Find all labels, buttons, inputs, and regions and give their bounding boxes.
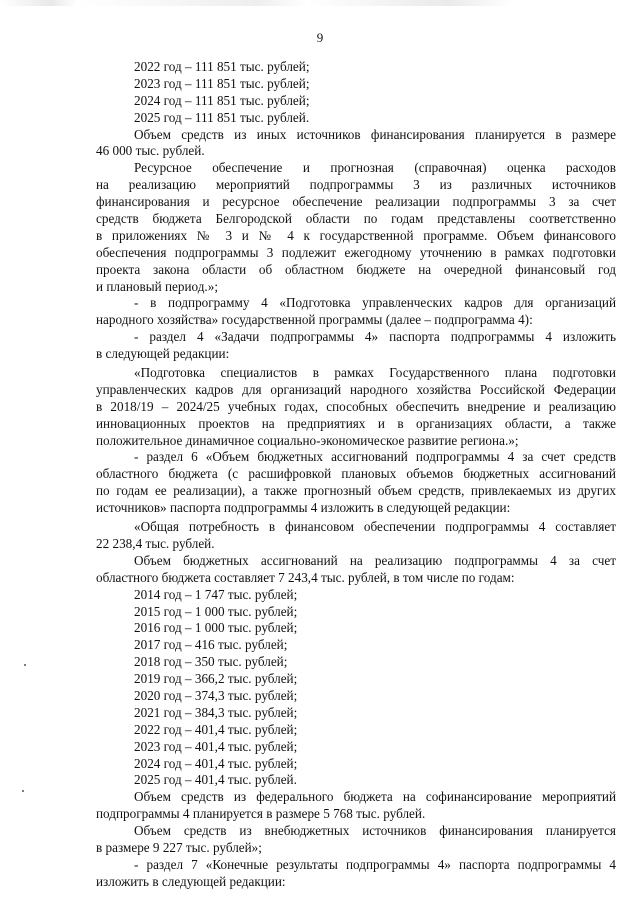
text-line: инновационных проектов на предприятиях и в организациях области, а также (96, 415, 616, 431)
text-line: 2025 год – 111 851 тыс. рублей. (134, 109, 310, 125)
text-line: положительное динамичное социально-экономическое развитие региона.»; (96, 432, 519, 448)
text-line: областного бюджета (с расшифровкой плановых объемов бюджетных ассигнований (96, 466, 616, 482)
text-line: в следующей редакции: (96, 346, 230, 362)
text-line: «Общая потребность в финансовом обеспечении подпрограммы 4 составляет (134, 519, 616, 535)
text-line: в размере 9 227 тыс. рублей»; (96, 839, 262, 855)
scan-speck (24, 664, 26, 666)
text-line: Объем бюджетных ассигнований на реализацию подпрограммы 4 за счет (134, 552, 616, 568)
text-line: Объем средств из федерального бюджета на софинансирование мероприятий (134, 789, 616, 805)
text-line: и плановый период.»; (96, 278, 218, 294)
text-line: Ресурсное обеспечение и прогнозная (справочная) оценка расходов (134, 160, 616, 176)
text-line: в приложениях № 3 и № 4 к государственной программе. Объем финансового (96, 227, 616, 243)
text-line: - в подпрограмму 4 «Подготовка управленческих кадров для организаций (134, 295, 616, 311)
text-line: 2016 год – 1 000 тыс. рублей; (134, 620, 298, 636)
text-line: 2022 год – 401,4 тыс. рублей; (134, 721, 298, 737)
text-line: проекта закона области об областном бюджете на очередной финансовый год (96, 261, 616, 277)
text-line: 2023 год – 111 851 тыс. рублей; (134, 75, 310, 91)
page-number: 9 (316, 30, 324, 45)
text-line: средств бюджета Белгородской области по годам представлены соответственно (96, 211, 616, 227)
text-line: подпрограммы 4 планируется в размере 5 768 тыс. рублей. (96, 806, 426, 822)
text-line: источников» паспорта подпрограммы 4 изложить в следующей редакции: (96, 500, 511, 516)
text-line: - раздел 6 «Объем бюджетных ассигнований подпрограммы 4 за счет средств (134, 449, 616, 465)
text-line: управленческих кадров для организаций народного хозяйства Российской Федерации (96, 381, 616, 397)
text-line: Объем средств из внебюджетных источников финансирования планируется (134, 823, 616, 839)
text-line: в 2018/19 – 2024/25 учебных годах, способных обеспечить внедрение и реализацию (96, 398, 616, 414)
text-line: изложить в следующей редакции: (96, 873, 286, 889)
scan-speck (22, 790, 24, 792)
text-line: Объем средств из иных источников финансирования планируется в размере (134, 126, 616, 142)
text-line: 2015 год – 1 000 тыс. рублей; (134, 603, 298, 619)
text-line: 22 238,4 тыс. рублей. (96, 535, 215, 551)
text-line: по годам ее реализации), а также прогнозный объем средств, привлекаемых из других (96, 483, 616, 499)
text-line: обеспечения подпрограммы 3 подлежит ежегодному уточнению в рамках подготовки (96, 244, 616, 260)
document-body (96, 59, 616, 891)
text-line: 2021 год – 384,3 тыс. рублей; (134, 704, 298, 720)
text-line: 2024 год – 111 851 тыс. рублей; (134, 92, 310, 108)
text-line: 2025 год – 401,4 тыс. рублей. (134, 772, 297, 788)
text-line: 46 000 тыс. рублей. (96, 143, 205, 159)
text-line: областного бюджета составляет 7 243,4 тыс. рублей, в том числе по годам: (96, 569, 515, 585)
text-line: 2020 год – 374,3 тыс. рублей; (134, 687, 298, 703)
text-line: на реализацию мероприятий подпрограммы 3 из различных источников (96, 177, 616, 193)
text-line: - раздел 7 «Конечные результаты подпрограммы 4» паспорта подпрограммы 4 (134, 856, 616, 872)
text-line: 2023 год – 401,4 тыс. рублей; (134, 738, 298, 754)
text-line: 2018 год – 350 тыс. рублей; (134, 654, 288, 670)
text-line: 2019 год – 366,2 тыс. рублей; (134, 671, 298, 687)
text-line: - раздел 4 «Задачи подпрограммы 4» паспорта подпрограммы 4 изложить (134, 329, 616, 345)
text-line: 2024 год – 401,4 тыс. рублей; (134, 755, 298, 771)
text-line: финансирования и ресурсное обеспечение реализации подпрограммы 3 за счет (96, 194, 616, 210)
text-line: «Подготовка специалистов в рамках Государственного плана подготовки (134, 365, 616, 381)
text-line: 2014 год – 1 747 тыс. рублей; (134, 586, 298, 602)
text-line: народного хозяйства» государственной программы (далее – подпрограмма 4): (96, 312, 533, 328)
text-line: 2022 год – 111 851 тыс. рублей; (134, 59, 310, 74)
text-line: 2017 год – 416 тыс. рублей; (134, 637, 288, 653)
scan-edge-marks (0, 0, 640, 6)
